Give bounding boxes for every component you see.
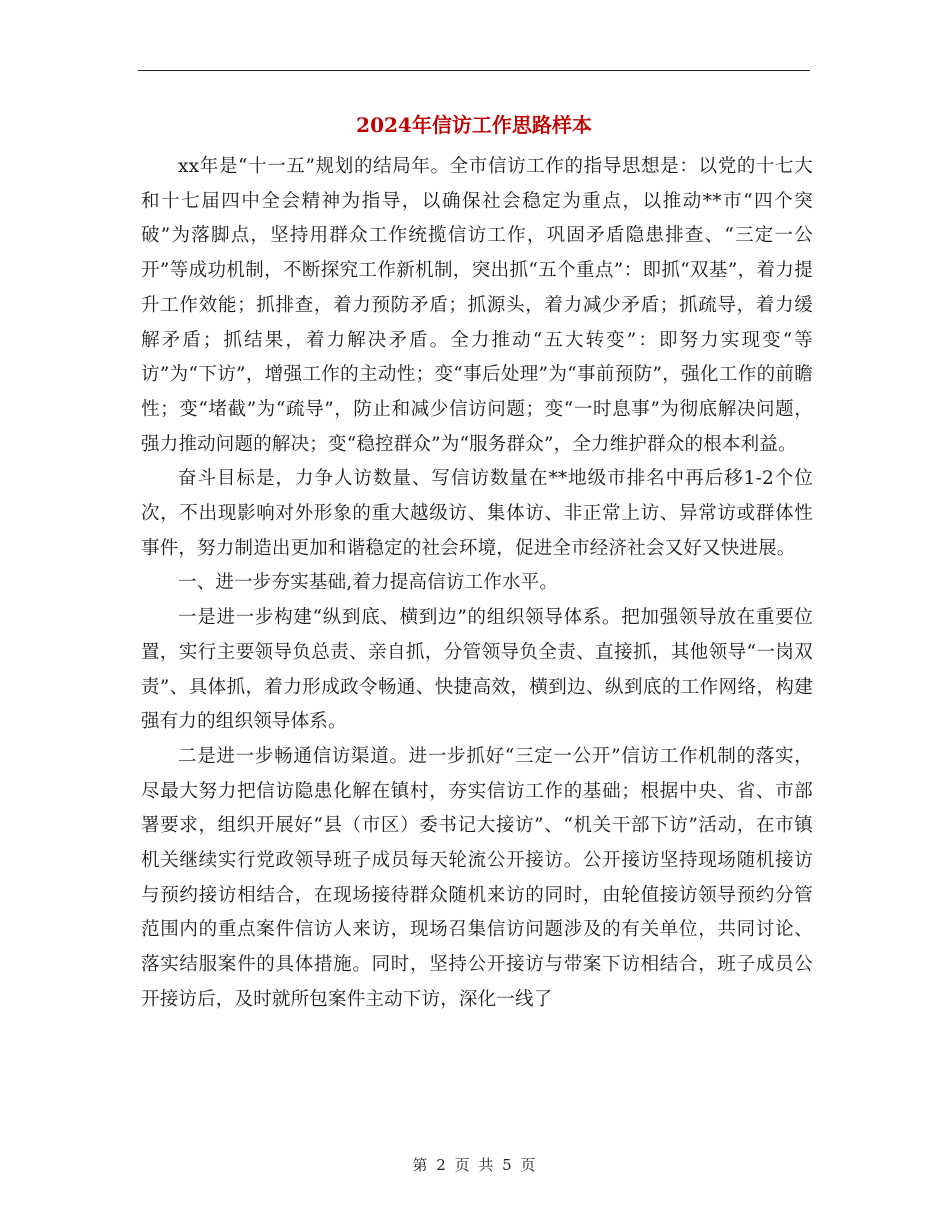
document-title: 2024年信访工作思路样本 <box>356 113 592 137</box>
paragraph-goals: 奋斗目标是，力争人访数量、写信访数量在**地级市排名中再后移1-2个位次，不出现影响对外形象的重大越级访、集体访、非正常上访、异常访或群体性事件，努力制造出更加和谐稳定的社会环境，促进全市经济社会又好又快进展。 <box>141 468 813 559</box>
header-divider <box>138 70 810 71</box>
paragraph-petition-channels: 二是进一步畅通信访渠道。进一步抓好“三定一公开”信访工作机制的落实，尽最大努力把信访隐患化解在镇村，夯实信访工作的基础；根据中央、省、市部署要求，组织开展好“县（市区）委书记大接访”、“机关干部下访”活动，在市镇机关继续实行党政领导班子成员每天轮流公开接访。公开接访坚持现场随机接访与预约接访相结合，在现场接待群众随机来访的同时，由轮值接访领导预约分管范围内的重点案件信访人来访，现场召集信访问题涉及的有关单位，共同讨论、落实结服案件的具体措施。同时，坚持公开接访与带案下访相结合，班子成员公开接访后，及时就所包案件主动下访，深化一线了 <box>141 745 813 1010</box>
section-heading-1: 一、进一步夯实基础,着力提高信访工作水平。 <box>178 572 559 594</box>
paragraph-guiding-ideology: xx年是“十一五”规划的结局年。全市信访工作的指导思想是：以党的十七大和十七届四中全会精神为指导，以确保社会稳定为重点，以推动**市“四个突破”为落脚点，坚持用群众工作统揽信访工作，巩固矛盾隐患排查、“三定一公开”等成功机制，不断探究工作新机制，突出抓“五个重点”：即抓“双基”，着力提升工作效能；抓排查，着力预防矛盾；抓源头，着力减少矛盾；抓疏导，着力缓解矛盾；抓结果，着力解决矛盾。全力推动“五大转变”：即努力实现变“等访”为“下访”，增强工作的主动性；变“事后处理”为“事前预防”，强化工作的前瞻性；变“堵截”为“疏导”，防止和减少信访问题；变“一时息事”为彻底解决问题，强力推动问题的解决；变“稳控群众”为“服务群众”，全力维护群众的根本利益。 <box>141 156 813 455</box>
document-body <box>141 150 813 1018</box>
page-number-footer: 第 2 页 共 5 页 <box>412 1156 538 1174</box>
paragraph-leadership-system: 一是进一步构建“纵到底、横到边”的组织领导体系。把加强领导放在重要位置，实行主要领导负总责、亲自抓，分管领导负全责、直接抓，其他领导“一岗双责”、具体抓，着力形成政令畅通、快捷高效，横到边、纵到底的工作网络，构建强有力的组织领导体系。 <box>141 607 813 733</box>
